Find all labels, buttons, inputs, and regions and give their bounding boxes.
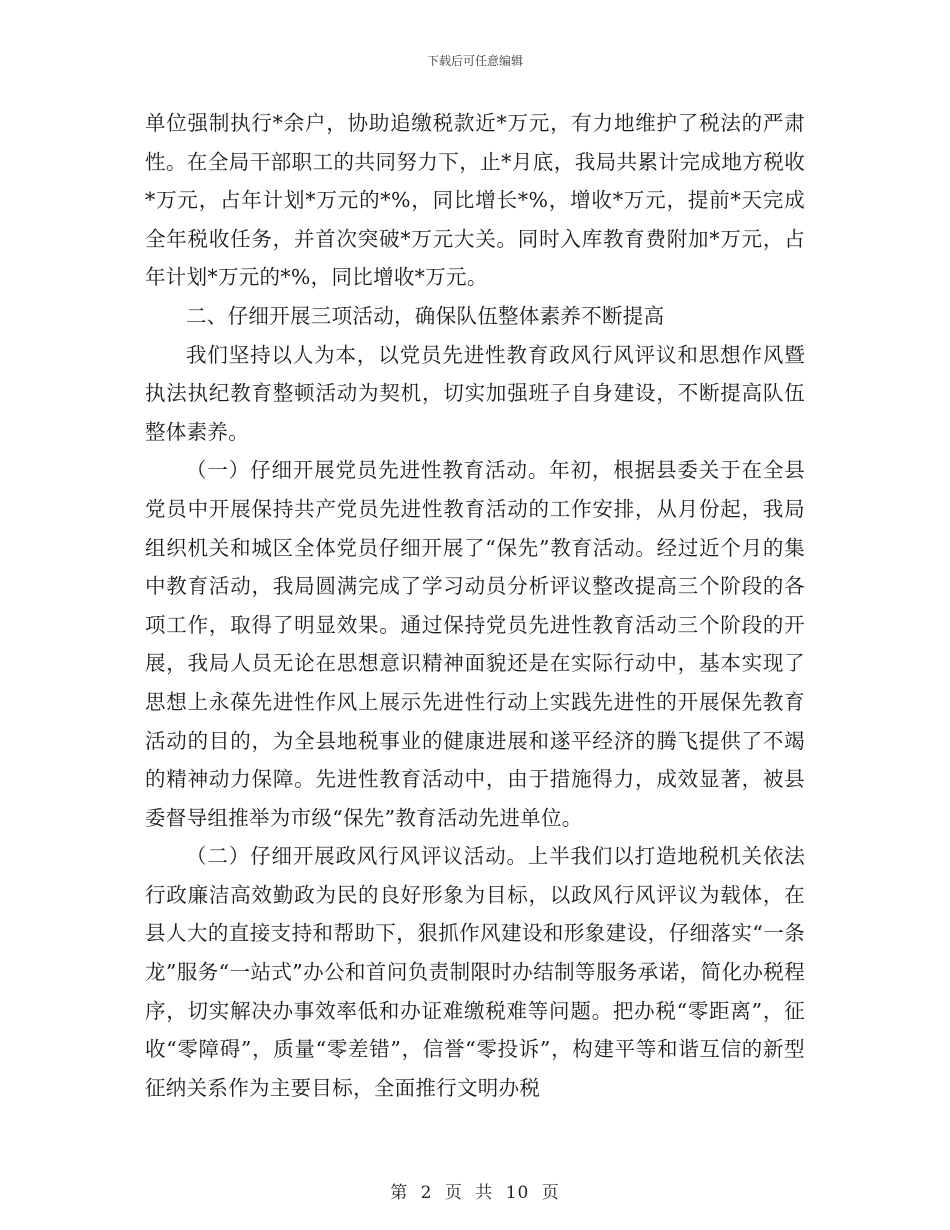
page-number-unit: 页: [444, 1183, 463, 1203]
page-number-total-prefix: 共: [475, 1183, 494, 1203]
paragraph: 我们坚持以人为本，以党员先进性教育政风行风评议和思想作风暨执法执纪教育整顿活动为契机，切实加强班子自身建设，不断提高队伍整体素养。: [145, 342, 805, 444]
page-number-suffix: 页: [541, 1183, 560, 1203]
section-heading: 二、仔细开展三项活动，确保队伍整体素养不断提高: [186, 303, 665, 328]
paragraph: （二）仔细开展政风行风评议活动。上半我们以打造地税机关依法行政廉洁高效勤政为民的良好形象为目标，以政风行风评议为载体，在县人大的直接支持和帮助下，狠抓作风建设和形象建设，仔细落实“一条龙”服务“一站式”办公和首问负责制限时办结制等服务承诺，简化办税程序，切实解决办事效率低和办证难缴税难等问题。把办税“零距离”，征收“零障碍”，质量“零差错”，信誉“零投诉”，构建平等和谐互信的新型征纳关系作为主要目标，全面推行文明办税: [145, 844, 805, 1100]
document-body: [145, 104, 805, 1107]
page-number-current: 2: [420, 1183, 433, 1203]
paragraph: （一）仔细开展党员先进性教育活动。年初，根据县委关于在全县党员中开展保持共产党员先进性教育活动的工作安排，从月份起，我局组织机关和城区全体党员仔细开展了“保先”教育活动。经过近个月的集中教育活动，我局圆满完成了学习动员分析评议整改提高三个阶段的各项工作，取得了明显效果。通过保持党员先进性教育活动三个阶段的开展，我局人员无论在思想意识精神面貌还是在实际行动中，基本实现了思想上永葆先进性作风上展示先进性行动上实践先进性的开展保先教育活动的目的，为全县地税事业的健康进展和遂平经济的腾飞提供了不竭的精神动力保障。先进性教育活动中，由于措施得力，成效显著，被县委督导组推举为市级“保先”教育活动先进单位。: [145, 458, 805, 830]
page-number: [0, 1178, 950, 1203]
page-header-note: 下载后可任意编辑: [426, 54, 523, 68]
paragraph-continuation: 单位强制执行*余户，协助追缴税款近*万元，有力地维护了税法的严肃性。在全局干部职工的共同努力下，止*月底，我局共累计完成地方税收*万元，占年计划*万元的*%，同比增长*%，增收*万元，提前*天完成全年税收任务，并首次突破*万元大关。同时入库教育费附加*万元，占年计划*万元的*%，同比增收*万元。: [145, 111, 805, 290]
page-number-total: 10: [505, 1183, 530, 1203]
page-number-prefix: 第: [390, 1183, 409, 1203]
